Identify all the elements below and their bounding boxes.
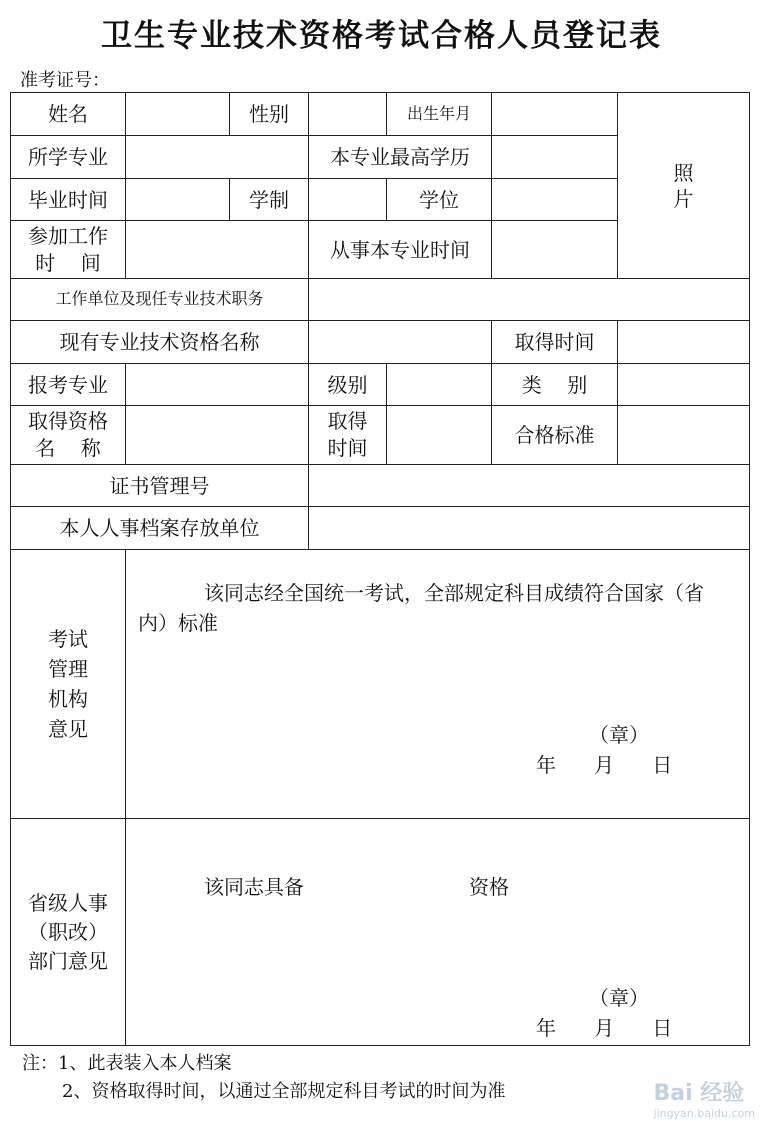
applied-major-field[interactable]: [125, 363, 309, 406]
exam-seal: （章）: [589, 723, 649, 747]
baidu-watermark-logo: [653, 1076, 755, 1120]
name-field[interactable]: [125, 92, 230, 136]
pass-standard-field[interactable]: [617, 405, 750, 465]
current-qualification-field[interactable]: [308, 320, 492, 364]
birth-date-field[interactable]: [491, 92, 618, 136]
level-label: 级别: [308, 363, 387, 406]
exam-org-opinion-box[interactable]: [125, 549, 750, 819]
work-start-label: 参加工作 时 间: [10, 220, 126, 279]
graduation-time-label: 毕业时间: [10, 178, 126, 221]
schooling-field[interactable]: [308, 178, 387, 221]
professional-time-field[interactable]: [491, 220, 618, 279]
qualification-name-label: 取得资格 名 称: [10, 405, 126, 465]
highest-education-label: 本专业最高学历: [308, 135, 492, 179]
watermark-main-text: Bai 经验: [653, 1081, 745, 1106]
provincial-dept-opinion-label: 省级人事 （职改） 部门意见: [10, 818, 126, 1046]
prov-opinion-text-2: 资格: [469, 875, 509, 899]
employer-title-label: 工作单位及现任专业技术职务: [10, 278, 309, 321]
note-2: 2、资格取得时间，以通过全部规定科目考试的时间为准: [62, 1081, 506, 1102]
certificate-number-label: 证书管理号: [10, 464, 309, 507]
applied-major-label: 报考专业: [10, 363, 126, 406]
current-qualification-label: 现有专业技术资格名称: [10, 320, 309, 364]
birth-date-label: 出生年月: [386, 92, 492, 136]
name-label: 姓名: [10, 92, 126, 136]
exam-opinion-line-1: 该同志经全国统一考试，全部规定科目成绩符合国家（省: [204, 581, 704, 605]
category-field[interactable]: [617, 363, 750, 406]
provincial-dept-opinion-box[interactable]: [125, 818, 750, 1046]
gender-field[interactable]: [308, 92, 387, 136]
degree-label: 学位: [386, 178, 492, 221]
exam-date: 年 月 日: [536, 753, 673, 777]
exam-number-label: 准考证号：: [20, 70, 110, 91]
obtain-time-2-label: 取得 时间: [308, 405, 387, 465]
major-field[interactable]: [125, 135, 309, 179]
graduation-time-field[interactable]: [125, 178, 230, 221]
degree-field[interactable]: [491, 178, 618, 221]
obtain-time-2-field[interactable]: [386, 405, 492, 465]
level-field[interactable]: [386, 363, 492, 406]
prov-seal: （章）: [589, 986, 649, 1010]
highest-education-field[interactable]: [491, 135, 618, 179]
obtain-time-label: 取得时间: [491, 320, 618, 364]
form-title: 卫生专业技术资格考试合格人员登记表: [101, 18, 662, 54]
exam-opinion-line-2: 内）标准: [138, 611, 218, 635]
major-label: 所学专业: [10, 135, 126, 179]
obtain-time-field[interactable]: [617, 320, 750, 364]
registration-form-table: [10, 92, 750, 1046]
professional-time-label: 从事本专业时间: [308, 220, 492, 279]
footnotes: [22, 1050, 505, 1106]
photo-box[interactable]: 照 片: [617, 92, 750, 279]
category-label: 类 别: [491, 363, 618, 406]
gender-label: 性别: [229, 92, 309, 136]
exam-org-opinion-label: 考试 管理 机构 意见: [10, 549, 126, 819]
pass-standard-label: 合格标准: [491, 405, 618, 465]
employer-title-field[interactable]: [308, 278, 750, 321]
schooling-label: 学制: [229, 178, 309, 221]
prov-opinion-text-1: 该同志具备: [204, 875, 304, 899]
archive-unit-label: 本人人事档案存放单位: [10, 506, 309, 550]
archive-unit-field[interactable]: [308, 506, 750, 550]
certificate-number-field[interactable]: [308, 464, 750, 507]
watermark-sub-text: jingyan.baidu.com: [653, 1107, 755, 1120]
note-1: 注：1、此表装入本人档案: [22, 1053, 232, 1074]
prov-date: 年 月 日: [536, 1016, 673, 1040]
qualification-name-field[interactable]: [125, 405, 309, 465]
work-start-field[interactable]: [125, 220, 309, 279]
